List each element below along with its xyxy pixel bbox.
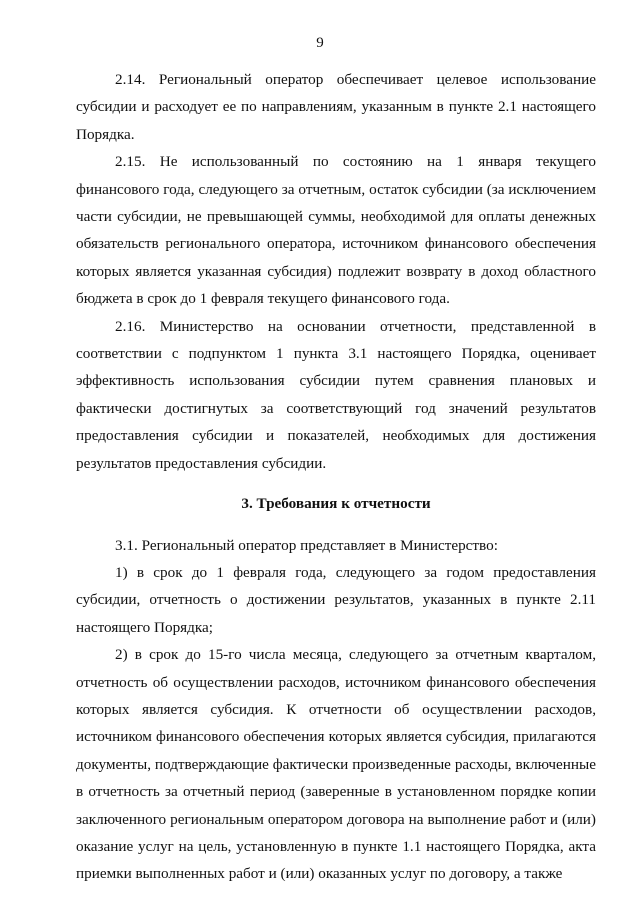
- paragraph-2-16: 2.16. Министерство на основании отчетности, представленной в соответствии с подпунктом 1 пункта 3.1 настоящего Порядка, оценивает эффективность использования субсидии путем сравнения плановых и фактически достигнутых за соответствующий год значений результатов предоставления субсидии и показателей, необходимых для достижения результатов предоставления субсидии.: [76, 317, 596, 472]
- page-number: 9: [316, 35, 324, 51]
- paragraph-3-1: 3.1. Региональный оператор представляет в Министерство:: [115, 536, 498, 554]
- paragraph-2-15: 2.15. Не использованный по состоянию на 1 января текущего финансового года, следующего за отчетным, остаток субсидии (за исключением части субсидии, не превышающей суммы, необходимой для оплаты денежных обязательств регионального оператора, источником финансового обеспечения которых является указанная субсидия) подлежит возврату в доход областного бюджета в срок до 1 февраля текущего финансового года.: [76, 153, 596, 308]
- paragraph-3-1-item-2: 2) в срок до 15-го числа месяца, следующего за отчетным кварталом, отчетность об осуществлении расходов, источником финансового обеспечения которых является субсидия. К отчетности об осуществлении расходов, источником финансового обеспечения которых является субсидия, прилагаются документы, подтверждающие фактически произведенные расходы, включенные в отчетность за отчетный период (заверенные в установленном порядке копии заключенного региональным оператором договора на выполнение работ и (или) оказание услуг на цель, установленную в пункте 1.1 настоящего Порядка, акта приемки выполненных работ и (или) оказанных услуг по договору, а также: [76, 646, 596, 883]
- section-heading: 3. Требования к отчетности: [241, 495, 431, 513]
- paragraph-2-14: 2.14. Региональный оператор обеспечивает целевое использование субсидии и расходует ее по направлениям, указанным в пункте 2.1 настоящего Порядка.: [76, 71, 596, 143]
- paragraph-3-1-item-1: 1) в срок до 1 февраля года, следующего за годом предоставления субсидии, отчетность о достижении результатов, указанных в пункте 2.11 настоящего Порядка;: [76, 563, 596, 636]
- document-body: [76, 66, 596, 888]
